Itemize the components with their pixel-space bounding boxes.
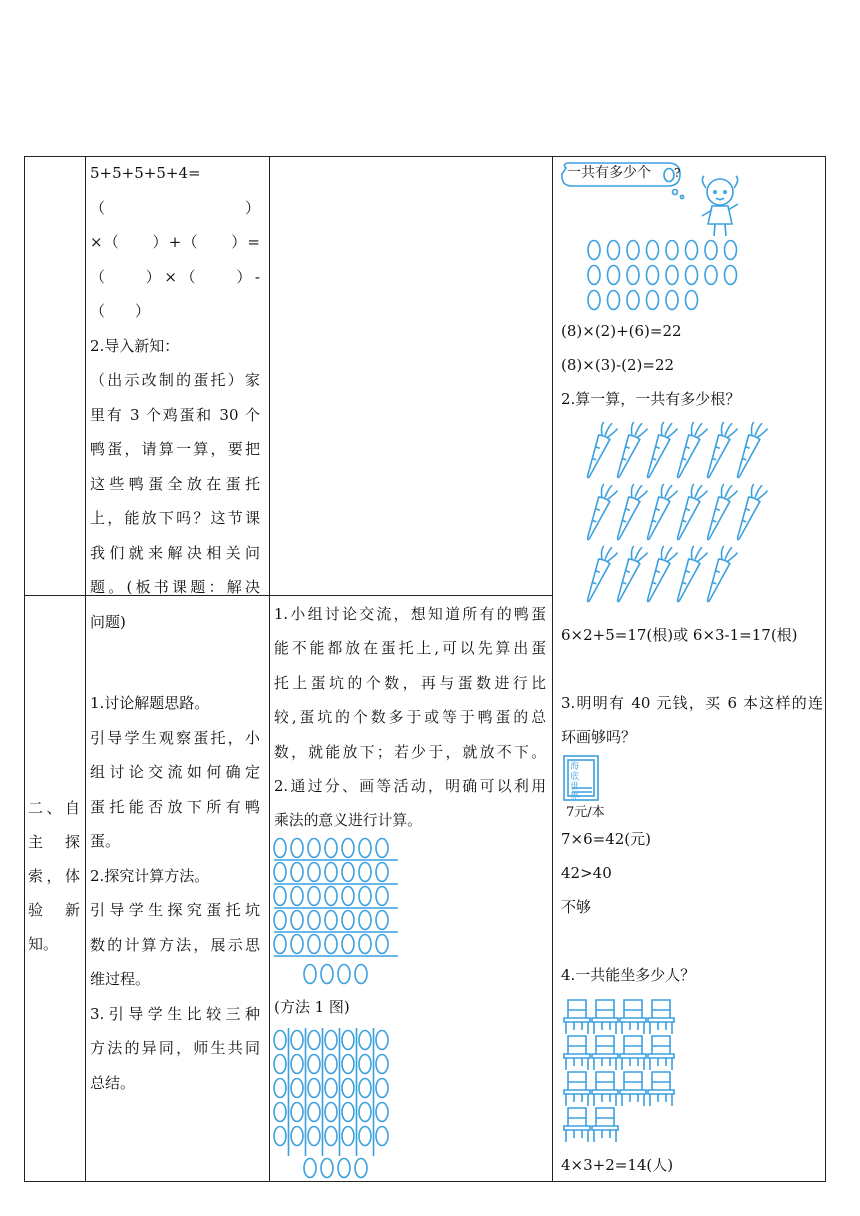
- teacher-activity: [90, 686, 260, 1100]
- egg-icon: [308, 1103, 320, 1122]
- egg-icon: [376, 839, 388, 858]
- egg-icon: [686, 241, 698, 260]
- egg-icon: [342, 1031, 354, 1050]
- intro-line: （ ）: [90, 302, 151, 320]
- student-line: 1.小组讨论交流，想知道所有的鸭蛋: [274, 606, 546, 623]
- egg-icon: [308, 1079, 320, 1098]
- girl-figure: [694, 172, 746, 240]
- intro-line: 这些鸭蛋全放在蛋托: [90, 474, 260, 493]
- activity-line: 2.探究计算方法。: [90, 866, 210, 885]
- intro-line: （ ）×（ ）-: [90, 267, 260, 286]
- column-divider: [85, 157, 86, 1181]
- chair-icon: [564, 1072, 590, 1106]
- egg-icon: [325, 935, 337, 954]
- egg-tray-method1-figure: [272, 836, 402, 986]
- egg-icon: [325, 839, 337, 858]
- activity-line: 方法的异同，师生共同: [90, 1039, 260, 1057]
- carrots-figure: [560, 420, 785, 610]
- egg-icon: [308, 887, 320, 906]
- egg-icon: [376, 1079, 388, 1098]
- section-label-line: 验新: [28, 901, 80, 919]
- egg-icon: [304, 965, 316, 984]
- egg-icon: [376, 911, 388, 930]
- answer-line: (8)×(2)+(6)=22: [561, 322, 682, 340]
- egg-icon: [359, 1031, 371, 1050]
- egg-icon: [325, 1055, 337, 1074]
- carrot-icon: [582, 544, 619, 605]
- column-divider: [269, 157, 270, 1181]
- egg-icon: [304, 1159, 316, 1178]
- chair-icon: [564, 1108, 590, 1142]
- activity-line: 3.引导学生比较三种: [90, 1004, 260, 1023]
- egg-icon: [325, 863, 337, 882]
- chair-icon: [564, 1036, 590, 1070]
- egg-icon: [274, 887, 286, 906]
- egg-icon: [666, 241, 678, 260]
- egg-icon: [291, 839, 303, 858]
- chair-icon: [620, 1036, 646, 1070]
- egg-icon: [291, 1127, 303, 1146]
- egg-icon: [308, 1031, 320, 1050]
- egg-icon: [359, 863, 371, 882]
- student-line: 托上蛋坑的个数，再与蛋数进行比: [274, 674, 546, 692]
- egg-icon: [325, 911, 337, 930]
- chair-icon: [648, 1036, 674, 1070]
- egg-icon: [325, 1079, 337, 1098]
- egg-icon: [291, 1103, 303, 1122]
- intro-line: 我们就来解决相关问: [90, 543, 260, 562]
- egg-icon: [342, 839, 354, 858]
- intro-line: 里有 3 个鸡蛋和 30 个: [90, 405, 260, 424]
- answer-3-line: 7×6=42(元): [561, 830, 652, 848]
- egg-icon: [342, 1079, 354, 1098]
- egg-icon: [321, 1159, 333, 1178]
- book-title: 海底世界: [570, 762, 580, 802]
- egg-icon: [274, 839, 286, 858]
- egg-icon: [291, 1055, 303, 1074]
- answer-line: (8)×(3)-(2)=22: [561, 356, 675, 374]
- activity-line: 数的计算方法，展示思: [90, 935, 260, 954]
- egg-icon: [291, 935, 303, 954]
- egg-icon: [291, 1079, 303, 1098]
- egg-icon: [274, 1031, 286, 1050]
- egg-icon: [274, 911, 286, 930]
- egg-icon: [308, 935, 320, 954]
- activity-line: 蛋托能否放下所有鸭: [90, 797, 260, 816]
- egg-icon: [627, 241, 639, 260]
- intro-line: 上，能放下吗？这节课: [90, 509, 260, 527]
- egg-icon: [647, 291, 659, 310]
- egg-icon: [608, 266, 620, 285]
- chairs-figure: [560, 996, 680, 1144]
- activity-line: 总结。: [90, 1073, 136, 1092]
- egg-icon: [705, 241, 717, 260]
- egg-icon: [355, 965, 367, 984]
- egg-icon: [686, 266, 698, 285]
- egg-icon: [338, 965, 350, 984]
- egg-icon: [342, 1127, 354, 1146]
- egg-icon: [359, 1103, 371, 1122]
- question-4: 4.一共能坐多少人？: [561, 966, 696, 984]
- egg-icon: [308, 863, 320, 882]
- carrot-icon: [582, 482, 619, 543]
- activity-line: 维过程。: [90, 970, 151, 988]
- student-activity: [274, 598, 546, 839]
- egg-icon: [291, 863, 303, 882]
- egg-icon: [359, 935, 371, 954]
- egg-icon: [608, 291, 620, 310]
- egg-icon: [342, 935, 354, 954]
- chair-icon: [592, 1000, 618, 1034]
- intro-line: 2.导入新知：: [90, 336, 180, 355]
- egg-icon: [359, 1079, 371, 1098]
- egg-icon: [666, 266, 678, 285]
- intro-line: ×（ ）+（ ）=: [90, 233, 260, 251]
- chair-icon: [648, 1072, 674, 1106]
- egg-icon: [291, 887, 303, 906]
- section-label: [28, 791, 80, 961]
- egg-icon: [342, 863, 354, 882]
- question-mark: ?: [674, 166, 681, 180]
- chair-icon: [620, 1072, 646, 1106]
- activity-line: 引导学生探究蛋托坑: [90, 901, 260, 919]
- chair-icon: [564, 1000, 590, 1034]
- egg-icon: [647, 266, 659, 285]
- answer-3-line: 42>40: [561, 864, 612, 882]
- egg-icon: [725, 266, 737, 285]
- intro-line: 5+5+5+5+4=（ ）: [90, 164, 260, 217]
- egg-icon: [308, 839, 320, 858]
- egg-icon: [342, 1103, 354, 1122]
- egg-icon: [588, 291, 600, 310]
- egg-icon: [342, 1055, 354, 1074]
- egg-icon: [291, 1031, 303, 1050]
- question-3: 3.明明有 40 元钱，买 6 本这样的连: [561, 694, 823, 712]
- egg-icon: [359, 911, 371, 930]
- intro-text: [90, 156, 260, 639]
- egg-icon: [376, 887, 388, 906]
- egg-icon: [666, 291, 678, 310]
- answer-3-line: 不够: [561, 898, 592, 916]
- intro-line: （出示改制的蛋托）家: [90, 371, 260, 389]
- book-icon: [562, 754, 604, 804]
- activity-line: 组讨论交流如何确定: [90, 763, 260, 781]
- student-line: 2.通过分、画等活动，明确可以利用: [274, 778, 546, 796]
- question-3-cont: 环画够吗？: [561, 728, 637, 746]
- egg-icon: [376, 863, 388, 882]
- intro-line: 题。(板书课题：解决: [90, 578, 260, 596]
- egg-icon: [308, 1055, 320, 1074]
- carrot-icon: [582, 420, 619, 481]
- column-divider: [552, 157, 553, 1181]
- egg-tray-method2-figure: [272, 1028, 402, 1182]
- egg-icon: [627, 266, 639, 285]
- section-label-line: 主探: [28, 833, 80, 851]
- egg-icon: [274, 1103, 286, 1122]
- student-line: 能不能都放在蛋托上,可以先算出蛋: [274, 640, 546, 658]
- intro-line: 问题): [90, 612, 126, 631]
- student-line: 数，就能放下；若少于，就放不下。: [274, 743, 546, 761]
- chair-icon: [592, 1036, 618, 1070]
- egg-icon: [725, 241, 737, 260]
- egg-icon: [308, 911, 320, 930]
- answer-2: 6×2+5=17(根)或 6×3-1=17(根): [561, 626, 798, 644]
- egg-icon: [325, 1127, 337, 1146]
- egg-icon: [325, 1103, 337, 1122]
- egg-icon: [325, 887, 337, 906]
- egg-icon: [627, 291, 639, 310]
- activity-line: 1.讨论解题思路。: [90, 694, 210, 712]
- egg-icon: [274, 935, 286, 954]
- egg-icon: [274, 1127, 286, 1146]
- egg-icon: [359, 1055, 371, 1074]
- book-price: 7元/本: [566, 805, 605, 820]
- method1-caption: (方法 1 图): [274, 998, 350, 1016]
- chair-icon: [620, 1000, 646, 1034]
- egg-icon: [291, 911, 303, 930]
- intro-line: 鸭蛋，请算一算，要把: [90, 440, 260, 458]
- student-line: 乘法的意义进行计算。: [274, 812, 422, 830]
- chair-icon: [592, 1072, 618, 1106]
- chair-icon: [592, 1108, 618, 1142]
- answer-4: 4×3+2=14(人): [561, 1156, 674, 1174]
- section-label-line: 二、自: [28, 799, 80, 817]
- egg-icon: [376, 1031, 388, 1050]
- student-line: 较,蛋坑的个数多于或等于鸭蛋的总: [274, 709, 546, 727]
- activity-line: 蛋。: [90, 832, 121, 850]
- egg-icon: [608, 241, 620, 260]
- egg-icon: [338, 1159, 350, 1178]
- bubble-text: 一共有多少个: [567, 165, 651, 181]
- egg-icon: [274, 863, 286, 882]
- egg-icon: [376, 935, 388, 954]
- activity-line: 引导学生观察蛋托，小: [90, 728, 260, 747]
- egg-icon: [308, 1127, 320, 1146]
- question-2: 2.算一算，一共有多少根？: [561, 390, 741, 408]
- egg-icon: [359, 839, 371, 858]
- egg-icon: [376, 1103, 388, 1122]
- egg-icon: [274, 1055, 286, 1074]
- section-label-line: 知。: [28, 935, 59, 953]
- egg-icon: [321, 965, 333, 984]
- egg-icon: [342, 887, 354, 906]
- egg-icon: [325, 1031, 337, 1050]
- egg-icon: [647, 241, 659, 260]
- egg-icon: [342, 911, 354, 930]
- egg-icon: [359, 887, 371, 906]
- egg-grid-question1: [586, 240, 756, 316]
- egg-icon: [705, 266, 717, 285]
- egg-icon: [376, 1055, 388, 1074]
- section-label-line: 索，体: [28, 867, 80, 885]
- egg-icon: [588, 241, 600, 260]
- egg-icon: [355, 1159, 367, 1178]
- egg-icon: [686, 291, 698, 310]
- egg-icon: [376, 1127, 388, 1146]
- egg-icon: [588, 266, 600, 285]
- egg-icon: [359, 1127, 371, 1146]
- egg-icon: [274, 1079, 286, 1098]
- chair-icon: [648, 1000, 674, 1034]
